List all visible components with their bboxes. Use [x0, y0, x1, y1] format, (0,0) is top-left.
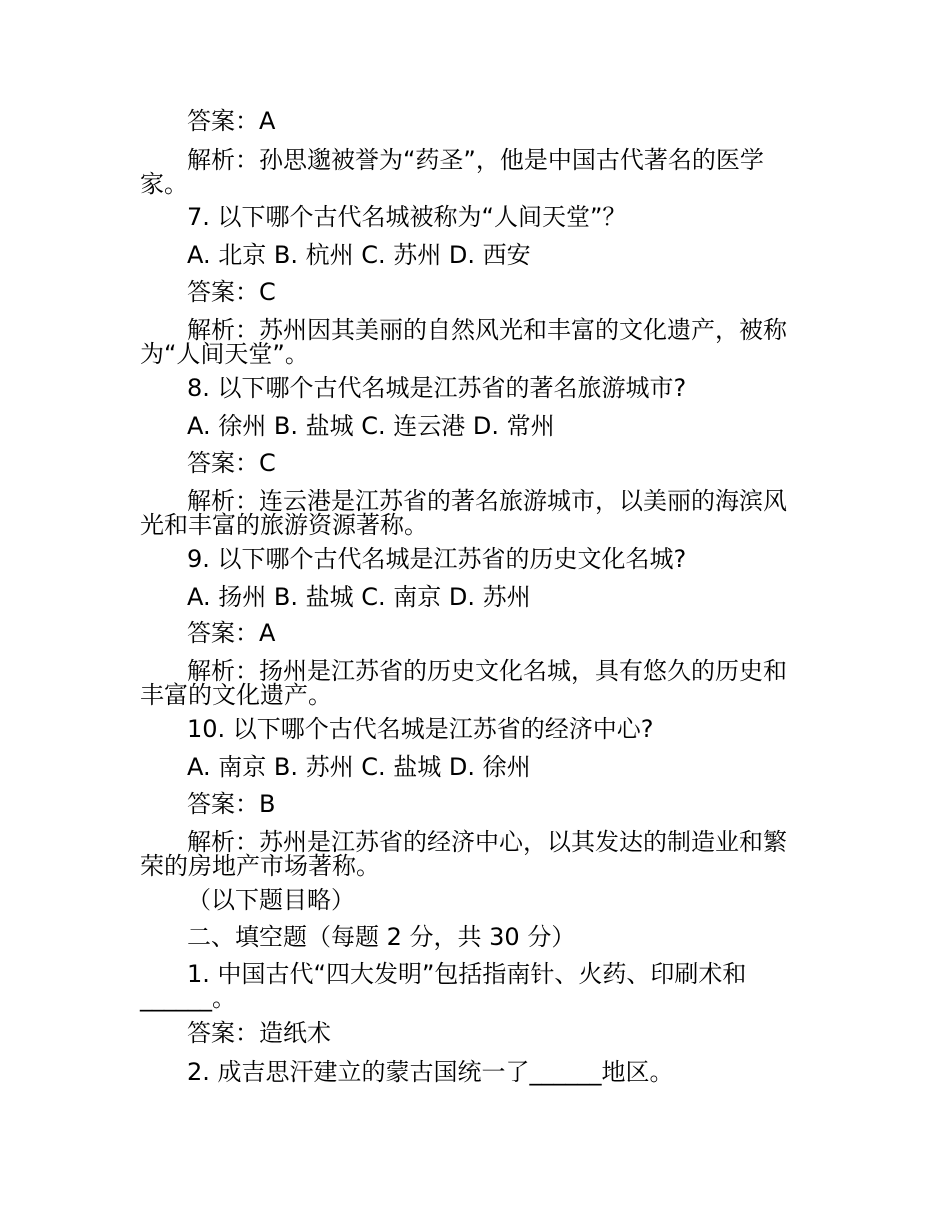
explanation-10: 解析：苏州是江苏省的经济中心，以其发达的制造业和繁荣的房地产市场著称。: [140, 828, 787, 880]
question-7: 7. 以下哪个古代名城被称为“人间天堂”？: [187, 203, 627, 231]
options-10: A. 南京 B. 苏州 C. 盐城 D. 徐州: [187, 753, 531, 781]
explanation-8: 解析：连云港是江苏省的著名旅游城市，以美丽的海滨风光和丰富的旅游资源著称。: [140, 487, 787, 539]
question-8: 8. 以下哪个古代名城是江苏省的著名旅游城市?: [187, 374, 687, 402]
question-9: 9. 以下哪个古代名城是江苏省的历史文化名城?: [187, 545, 687, 573]
section-heading-fill-blank: 二、填空题（每题 2 分，共 30 分）: [187, 923, 576, 951]
fill-question-1: 1. 中国古代“四大发明”包括指南针、火药、印刷术和______。: [140, 960, 747, 1012]
fill-question-2: 2. 成吉思汗建立的蒙古国统一了______地区。: [187, 1058, 674, 1086]
answer-9: 答案：A: [187, 619, 276, 647]
omitted-note: （以下题目略）: [187, 886, 355, 914]
answer-6: 答案：A: [187, 107, 276, 135]
explanation-7: 解析：苏州因其美丽的自然风光和丰富的文化遗产，被称为“人间天堂”。: [140, 316, 787, 368]
question-10: 10. 以下哪个古代名城是江苏省的经济中心?: [187, 715, 654, 743]
answer-7: 答案：C: [187, 278, 276, 306]
answer-8: 答案：C: [187, 449, 276, 477]
explanation-6: 解析：孙思邈被誉为“药圣”，他是中国古代著名的医学家。: [140, 146, 764, 198]
answer-10: 答案：B: [187, 790, 276, 818]
explanation-9: 解析：扬州是江苏省的历史文化名城，具有悠久的历史和丰富的文化遗产。: [140, 657, 787, 709]
options-8: A. 徐州 B. 盐城 C. 连云港 D. 常州: [187, 412, 555, 440]
fill-answer-1: 答案：造纸术: [187, 1019, 331, 1047]
options-7: A. 北京 B. 杭州 C. 苏州 D. 西安: [187, 241, 531, 269]
options-9: A. 扬州 B. 盐城 C. 南京 D. 苏州: [187, 583, 531, 611]
